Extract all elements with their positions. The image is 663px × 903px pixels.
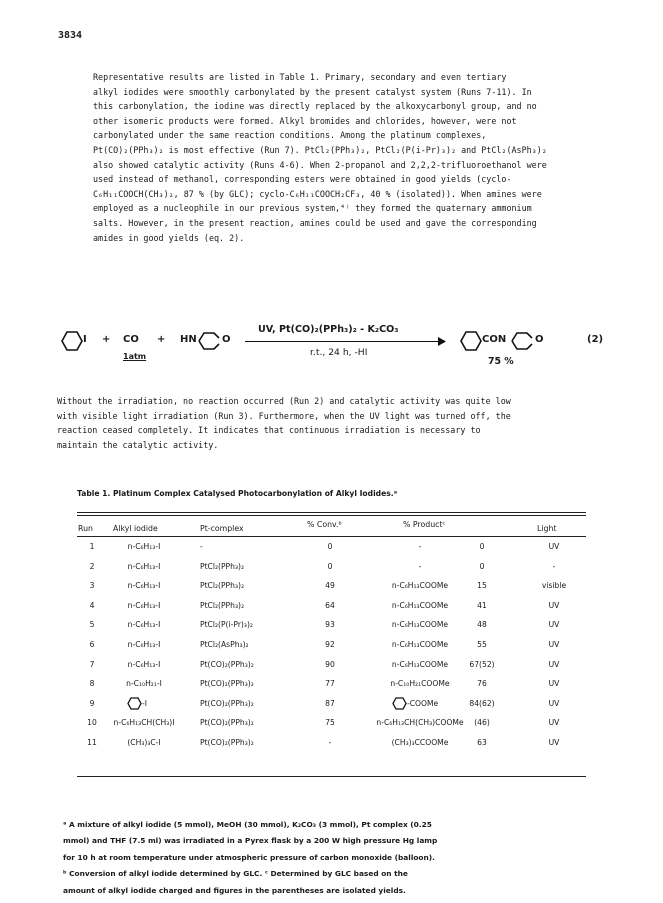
iodine-label: I [83,334,87,345]
cell-run: 8 [89,679,95,689]
cell-complex: Pt(CO)₂(PPh₃)₂ [200,659,254,669]
cell-conv: 75 [325,718,335,728]
arrow-head-icon [438,337,446,346]
cell-light: UV [548,698,560,708]
cell-light: UV [548,738,560,747]
text-line: C₆H₁₁COOCH(CH₃)₂, 87 % (by GLC); cyclo-C₆H₁₁COOCH₂CF₃, 40 % (isolated)). When amines were [93,188,542,199]
cell-run: 7 [89,659,95,669]
cell-light: UV [548,679,560,689]
cell-product: - [418,542,422,551]
cell-conv: 64 [325,600,335,610]
header-light: Light [537,524,557,533]
cell-conv: 0 [327,561,333,571]
cyclohexane-ring-icon [460,330,482,352]
footnote-line: for 10 h at room temperature under atmospheric pressure of carbon monoxide (balloon). [63,852,435,862]
cell-conv: 87 [325,698,335,708]
cell-iodide: n-C₆H₁₃-I [127,640,161,649]
reaction-arrow-line [245,341,441,342]
footnote-line: amount of alkyl iodide charged and figures in the parentheses are isolated yields. [63,885,406,895]
header-conversion: % Conv.ᵇ [307,520,342,529]
cell-complex: PtCl₂(AsPh₃)₂ [200,640,249,649]
cell-yield: 0 [479,542,485,551]
amine-hn: HN [180,334,197,345]
footnote-line: ᵃ A mixture of alkyl iodide (5 mmol), MeOH (30 mmol), K₂CO₃ (3 mmol), Pt complex (0.25 [63,820,432,829]
cell-run: 3 [89,581,95,591]
cell-complex: PtCl₂(PPh₃)₂ [200,561,244,571]
header-product: % Productᶜ [403,520,446,529]
cell-conv: 93 [325,620,335,630]
cell-yield: 55 [477,640,487,649]
morpholine-ring-icon [510,330,534,352]
text-line: carbonylated under the same reaction conditions. Among the platinum complexes, [93,130,487,141]
cell-product: n-C₆H₁₃COOMe [391,640,449,649]
cell-yield: 67(52) [469,659,495,669]
cell-run: 1 [89,542,95,551]
cell-iodide: n-C₆H₁₃-I [127,581,161,591]
cell-light: UV [548,659,560,669]
cell-yield: 48 [477,620,487,630]
cell-run: 10 [87,718,97,728]
cell-product: n-C₆H₁₃COOMe [391,659,449,669]
cell-complex: Pt(CO)₂(PPh₃)₂ [200,698,254,708]
pressure-label: 1atm [123,352,147,361]
cell-iodide: n-C₁₀H₂₁-I [126,679,162,689]
cell-product: n-C₆H₁₃COOMe [391,600,449,610]
text-line: with visible light irradiation (Run 3). Furthermore, when the UV light was turned off, the [57,410,511,421]
cell-run: 5 [89,620,95,630]
amine-oxygen: O [222,334,231,345]
cell-run: 6 [89,640,95,649]
cell-product: n-C₆H₁₃CH(CH₃)COOMe [376,718,464,728]
cell-iodide: -I [142,698,147,708]
cell-run: 11 [87,738,97,747]
paragraph-2 [57,394,603,452]
cell-product: n-C₆H₁₃COOMe [391,581,449,591]
cell-light: - [552,561,556,571]
cell-product: (CH₃)₃CCOOMe [391,738,449,747]
cell-complex: Pt(CO)₂(PPh₃)₂ [200,718,254,728]
paragraph-1 [57,70,603,245]
text-line: Without the irradiation, no reaction occurred (Run 2) and catalytic activity was quite low [57,396,511,406]
cell-yield: (46) [474,718,490,728]
cell-yield: 41 [477,600,487,610]
cell-yield: 0 [479,561,485,571]
cyclohexane-ring-icon [392,697,407,710]
cell-run: 9 [89,698,95,708]
reaction-equation [55,322,615,382]
product-yield: 75 % [488,356,514,367]
text-line: amides in good yields (eq. 2). [93,232,245,243]
cell-light: UV [548,718,560,728]
cell-iodide: n-C₆H₁₃-I [127,561,161,571]
cell-run: 2 [89,561,95,571]
header-pt-complex: Pt-complex [200,524,244,533]
table-footnotes [63,817,603,899]
page-number: 3834 [58,30,83,41]
cell-product: n-C₁₀H₂₁COOMe [390,679,450,689]
text-line: reaction ceased completely. It indicates that continuous irradiation is necessary to [57,425,481,436]
text-line: Representative results are listed in Table 1. Primary, secondary and even tertiary [93,72,507,82]
cell-light: UV [548,640,560,649]
cell-conv: 90 [325,659,335,669]
text-line: salts. However, in the present reaction, amines could be used and gave the corresponding [93,217,537,228]
cell-iodide: (CH₃)₃C-I [127,738,161,747]
cell-complex: Pt(CO)₂(PPh₃)₂ [200,738,254,747]
morpholine-ring-icon [197,330,221,352]
cell-product: -COOMe [407,698,439,708]
cell-yield: 15 [477,581,487,591]
cell-iodide: n-C₆H₁₃-I [127,542,161,551]
table-caption: Table 1. Platinum Complex Catalysed Photocarbonylation of Alkyl Iodides.ᵃ [77,489,398,498]
cell-complex: PtCl₂(PPh₃)₂ [200,581,244,591]
carbon-monoxide: CO [123,334,139,345]
reaction-conditions-bottom: r.t., 24 h, -HI [310,347,368,358]
footnote-line: mmol) and THF (7.5 ml) was irradiated in a Pyrex flask by a 200 W high pressure Hg lamp [63,836,438,846]
plus-sign: + [157,334,166,345]
header-alkyl-iodide: Alkyl iodide [113,524,158,533]
cyclohexane-ring-icon [127,697,142,710]
text-line: alkyl iodides were smoothly carbonylated by the present catalyst system (Runs 7-11). In [93,86,532,97]
cell-yield: 84(62) [469,698,495,708]
table-top-rule [77,512,586,513]
cell-complex: - [200,542,203,551]
cell-product: n-C₆H₁₃COOMe [391,620,449,630]
text-line: used instead of methanol, corresponding esters were obtained in good yields (cyclo- [93,174,512,185]
equation-number: (2) [587,334,604,345]
cell-light: UV [548,542,560,551]
cell-iodide: n-C₆H₁₃-I [127,659,161,669]
text-line: employed as a nucleophile in our previous system,⁴⁾ they formed the quaternary ammonium [93,203,532,214]
cell-light: visible [541,581,567,591]
table-header-rule [77,536,586,537]
cell-run: 4 [89,600,95,610]
cell-conv: 77 [325,679,335,689]
cell-complex: PtCl₂(PPh₃)₂ [200,600,244,610]
product-oxygen: O [535,334,544,345]
cell-light: UV [548,600,560,610]
footnote-line: ᵇ Conversion of alkyl iodide determined by GLC. ᶜ Determined by GLC based on the [63,869,408,879]
cell-yield: 63 [477,738,487,747]
text-line: maintain the catalytic activity. [57,439,219,450]
cell-conv: 49 [325,581,335,591]
reaction-conditions-top: UV, Pt(CO)₂(PPh₃)₂ - K₂CO₃ [258,324,399,335]
text-line: also showed catalytic activity (Runs 4-6). When 2-propanol and 2,2,2-trifluoroethanol were [93,159,547,170]
plus-sign: + [102,334,111,345]
cell-conv: 92 [325,640,335,649]
cell-conv: - [328,738,332,747]
cell-complex: Pt(CO)₂(PPh₃)₂ [200,679,254,689]
cyclohexane-ring-icon [61,330,83,352]
table-top-rule-double [77,515,586,516]
product-carboxamide: CON [482,334,507,345]
cell-iodide: n-C₆H₁₃-I [127,620,161,630]
cell-conv: 0 [327,542,333,551]
table-bottom-rule [77,776,586,777]
text-line: other isomeric products were formed. Alkyl bromides and chlorides, however, were not [93,115,517,126]
cell-iodide: n-C₆H₁₃CH(CH₃)I [113,718,175,728]
text-line: Pt(CO)₂(PPh₃)₂ is most effective (Run 7). PtCl₂(PPh₃)₂, PtCl₂(P(i-Pr)₃)₂ and PtCl₂(AsPh₃)₂ [93,144,547,155]
cell-complex: PtCl₂(P(i-Pr)₃)₂ [200,620,253,630]
cell-product: - [418,561,422,571]
cell-light: UV [548,620,560,630]
header-run: Run [78,524,93,533]
text-line: this carbonylation, the iodine was directly replaced by the alkoxycarbonyl group, and no [93,101,537,112]
cell-yield: 76 [477,679,487,689]
cell-iodide: n-C₆H₁₃-I [127,600,161,610]
